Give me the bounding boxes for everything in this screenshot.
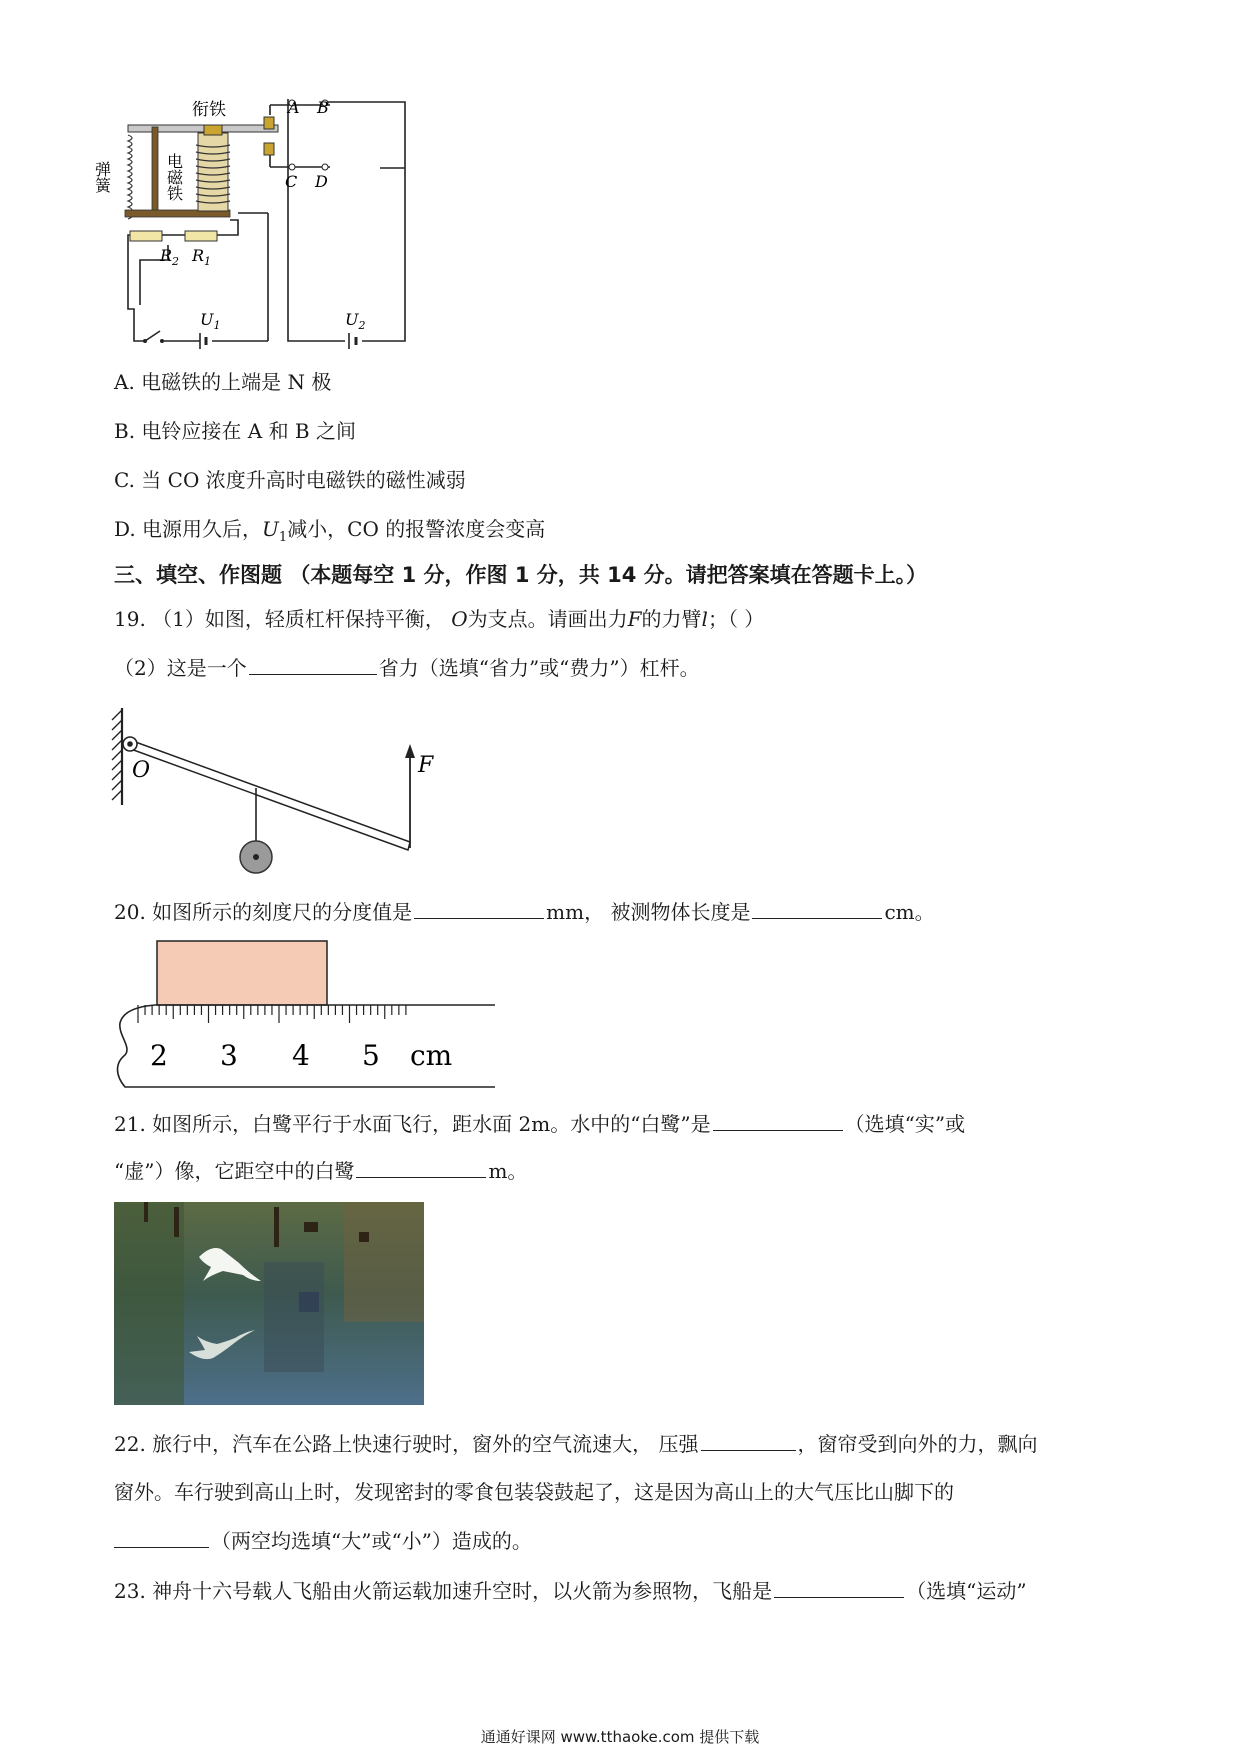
electromagnet-label: 电磁铁 <box>164 153 184 201</box>
section-heading <box>114 561 927 589</box>
q20-text-b: mm， 被测物体长度是 <box>546 900 751 924</box>
ruler-label-4: 4 <box>292 1039 310 1072</box>
q21-text-a: 21. 如图所示，白鹭平行于水面飞行，距水面 2m。水中的“白鹭”是 <box>114 1112 711 1136</box>
u2-label: $U_2$ <box>345 310 366 332</box>
q19-text-c: 的力臂 <box>641 607 702 631</box>
q19-answer-blank[interactable] <box>249 654 377 675</box>
q19-text-d: ；（ ） <box>707 607 765 631</box>
q19-line2-b: 省力（选填“省力”或“费力”）杠杆。 <box>378 656 700 680</box>
q23-text-a: 23. 神舟十六号载人飞船由火箭运载加速升空时，以火箭为参照物，飞船是 <box>114 1579 773 1603</box>
page-footer: 通通好课网 www.tthaoke.com 提供下载 <box>480 1728 760 1746</box>
ruler-label-3: 3 <box>220 1039 238 1072</box>
q19-text-b: 为支点。请画出力 <box>467 607 628 631</box>
terminal-c-label: C <box>285 172 298 191</box>
spring-label: 弹簧 <box>92 161 112 193</box>
option-d <box>114 515 545 552</box>
q23-text-b: （选填“运动” <box>906 1579 1027 1603</box>
q20-blank-1[interactable] <box>414 898 544 919</box>
ruler-unit: cm <box>410 1039 453 1072</box>
terminal-b-label: B <box>317 98 329 117</box>
q21-line1 <box>114 1110 965 1138</box>
q19-line2-a: （2）这是一个 <box>114 656 247 680</box>
q22-blank-2[interactable] <box>114 1527 209 1548</box>
terminal-d-label: D <box>315 172 328 191</box>
q22-blank-1[interactable] <box>701 1430 796 1451</box>
q19-line1 <box>114 605 764 633</box>
option-c: C. 当 CO 浓度升高时电磁铁的磁性减弱 <box>114 468 466 492</box>
relay-circuit-figure <box>92 95 420 350</box>
option-d-var: U <box>262 517 279 541</box>
q20-text-a: 20. 如图所示的刻度尺的分度值是 <box>114 900 413 924</box>
q21-line2 <box>114 1157 527 1185</box>
force-f-label: F <box>418 753 434 778</box>
q19-text-a: 19. （1）如图，轻质杠杆保持平衡， <box>114 607 445 631</box>
armature-label: 衔铁 <box>192 100 226 120</box>
pivot-o-label: O <box>132 758 151 783</box>
q23-line <box>114 1577 1027 1605</box>
q21-text-b: （选填“实”或 <box>844 1112 966 1136</box>
q22-text-b: ，窗帘受到向外的力，飘向 <box>797 1432 1038 1456</box>
q20-text-c: cm。 <box>884 900 935 924</box>
q22-line3 <box>114 1527 532 1555</box>
section-note: （本题每空 1 分，作图 1 分，共 14 分。请把答案填在答题卡上。） <box>289 563 928 587</box>
q19-var-o: O <box>451 607 468 631</box>
r2-label: $R_2$ <box>160 246 180 268</box>
q22-text-c: （两空均选填“大”或“小”）造成的。 <box>211 1529 532 1553</box>
q22-line1 <box>114 1430 1038 1458</box>
lever-figure <box>108 700 468 885</box>
q19-var-l: l <box>701 607 708 631</box>
q21-blank-2[interactable] <box>356 1157 486 1178</box>
terminal-a-label: A <box>288 98 300 117</box>
q21-line2-b: m。 <box>488 1159 528 1183</box>
section-title: 三、填空、作图题 <box>114 563 282 587</box>
q20-line <box>114 898 935 926</box>
u1-label: $U_1$ <box>200 310 221 332</box>
q22-line2: 窗外。车行驶到高山上时，发现密封的零食包装袋鼓起了，这是因为高山上的大气压比山脚下的 <box>114 1480 954 1504</box>
ruler-figure <box>110 935 500 1095</box>
option-b: B. 电铃应接在 A 和 B 之间 <box>114 419 356 443</box>
q21-line2-a: “虚”）像，它距空中的白鹭 <box>114 1159 355 1183</box>
q21-blank-1[interactable] <box>713 1110 843 1131</box>
option-d-prefix: D. 电源用久后， <box>114 517 263 541</box>
egret-photo <box>114 1202 424 1405</box>
q22-text-a: 22. 旅行中，汽车在公路上快速行驶时，窗外的空气流速大， 压强 <box>114 1432 699 1456</box>
option-d-sub: 1 <box>278 530 288 545</box>
q19-var-f: F <box>627 607 642 631</box>
r1-label: $R_1$ <box>192 246 212 268</box>
q20-blank-2[interactable] <box>752 898 882 919</box>
ruler-label-2: 2 <box>150 1039 168 1072</box>
option-d-suffix: 减小，CO 的报警浓度会变高 <box>287 517 546 541</box>
option-a: A. 电磁铁的上端是 N 极 <box>114 370 332 394</box>
q23-blank[interactable] <box>774 1577 904 1598</box>
q19-line2 <box>114 654 700 682</box>
ruler-label-5: 5 <box>362 1039 380 1072</box>
